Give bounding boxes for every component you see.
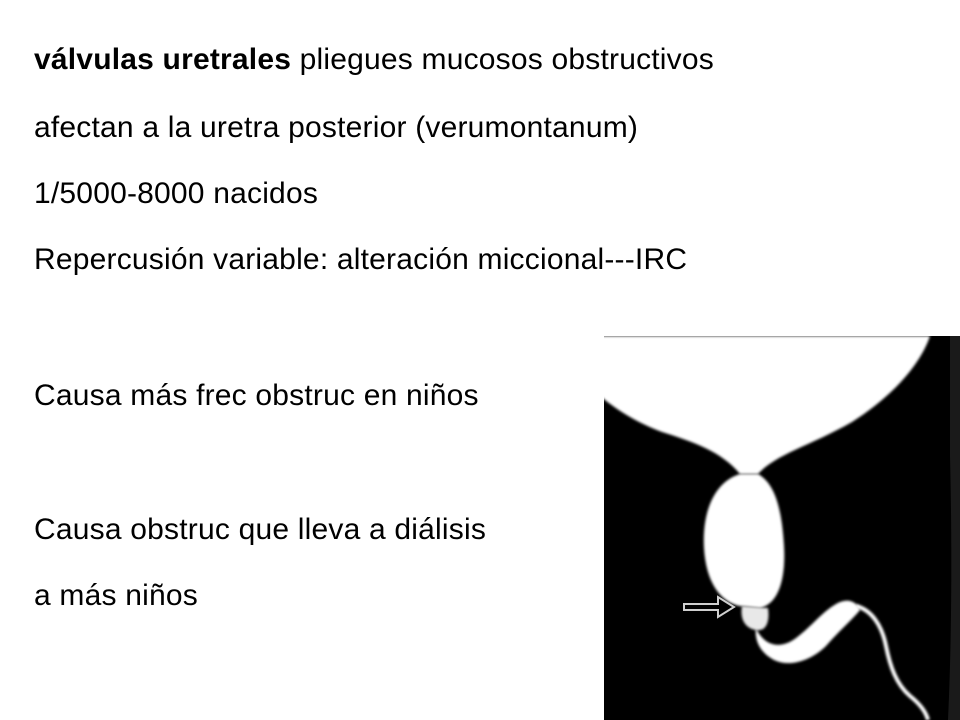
urethrogram-image bbox=[590, 336, 960, 720]
slide-line-7: a más niños bbox=[34, 579, 198, 612]
slide-line-6: Causa obstruc que lleva a diálisis bbox=[34, 513, 487, 546]
slide-line-4: Repercusión variable: alteración miccional---IRC bbox=[34, 243, 688, 276]
heading-definition: pliegues mucosos obstructivos bbox=[291, 43, 714, 76]
heading-term: válvulas uretrales bbox=[34, 43, 292, 76]
slide-line-3: 1/5000-8000 nacidos bbox=[34, 177, 319, 210]
slide-line-2: afectan a la uretra posterior (verumontanum) bbox=[34, 111, 639, 144]
slide-line-1 bbox=[34, 42, 714, 78]
slide-line-5: Causa más frec obstruc en niños bbox=[34, 379, 479, 412]
